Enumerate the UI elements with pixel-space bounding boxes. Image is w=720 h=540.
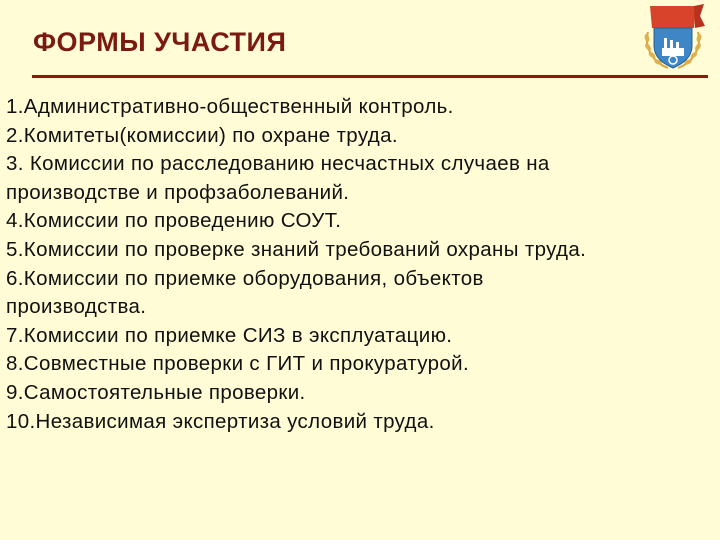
participation-forms-list bbox=[6, 93, 718, 436]
list-item: 10.Независимая экспертиза условий труда. bbox=[6, 409, 435, 433]
list-item: 5.Комиссии по проверке знаний требований охраны труда. bbox=[6, 237, 587, 261]
list-item: 8.Совместные проверки с ГИТ и прокуратурой. bbox=[6, 352, 469, 376]
list-item: производстве и профзаболеваний. bbox=[6, 180, 350, 204]
list-item: производства. bbox=[6, 295, 147, 319]
list-item: 9.Самостоятельные проверки. bbox=[6, 380, 306, 404]
list-item: 4.Комиссии по проведению СОУТ. bbox=[6, 209, 342, 233]
slide-title: ФОРМЫ УЧАСТИЯ bbox=[33, 27, 287, 57]
title-divider bbox=[32, 75, 708, 78]
list-item: 7.Комиссии по приемке СИЗ в эксплуатацию. bbox=[6, 323, 453, 347]
list-item: 1.Административно-общественный контроль. bbox=[6, 95, 454, 118]
list-item: 3. Комиссии по расследованию несчастных случаев на bbox=[6, 152, 550, 176]
list-item: 2.Комитеты(комиссии) по охране труда. bbox=[6, 123, 398, 147]
list-item: 6.Комиссии по приемке оборудования, объектов bbox=[6, 266, 484, 290]
trade-union-emblem-icon bbox=[638, 2, 708, 74]
